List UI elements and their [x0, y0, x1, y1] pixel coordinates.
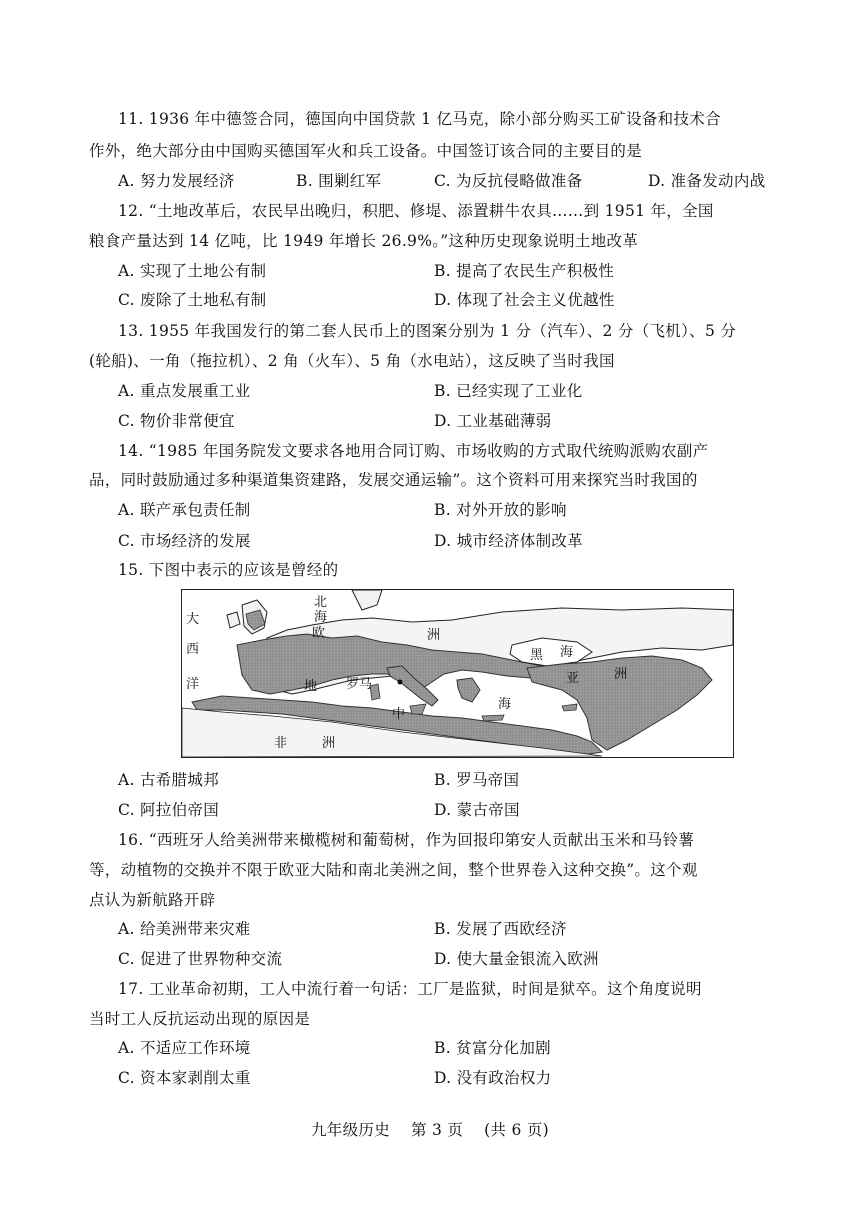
greece-peninsula [457, 678, 480, 702]
q13-stem-line2: (轮船)、一角（拖拉机）、2 角（火车）、5 角（水电站），这反映了当时我国 [89, 352, 615, 370]
q13-stem-line1: 13. 1955 年我国发行的第二套人民币上的图案分别为 1 分（汽车）、2 分（飞机）、5 分 [118, 322, 737, 340]
q12-stem-line2: 粮食产量达到 14 亿吨，比 1949 年增长 26.9%。”这种历史现象说明土地改革 [89, 232, 639, 250]
label-hai-med: 海 [498, 697, 512, 712]
footer-total-pages: (共 6 页) [484, 1121, 549, 1139]
label-ou: 欧 [312, 626, 326, 641]
q13-option-c: C. 物价非常便宜 [118, 412, 235, 430]
q15-option-b: B. 罗马帝国 [434, 771, 520, 789]
q15-option-d: D. 蒙古帝国 [434, 801, 520, 819]
label-zhou-asia: 洲 [614, 667, 628, 682]
q15-option-a: A. 古希腊城邦 [118, 771, 219, 789]
q15-option-c: C. 阿拉伯帝国 [118, 801, 220, 819]
map-svg [182, 590, 733, 757]
q16-option-b: B. 发展了西欧经济 [434, 920, 567, 938]
q12-option-d: D. 体现了社会主义优越性 [434, 291, 615, 309]
q12-option-c: C. 废除了土地私有制 [118, 291, 267, 309]
q13-option-a: A. 重点发展重工业 [118, 382, 251, 400]
page-footer [0, 1118, 860, 1140]
scandinavia-land [352, 590, 382, 610]
q16-option-d: D. 使大量金银流入欧洲 [434, 950, 599, 968]
q11-option-d: D. 准备发动内战 [648, 172, 766, 190]
label-xi: 西 [186, 642, 200, 657]
q13-option-d: D. 工业基础薄弱 [434, 412, 552, 430]
label-da: 大 [186, 612, 200, 627]
crete-island [482, 715, 504, 721]
rome-marker [398, 680, 403, 685]
q14-stem-line2: 品，同时鼓励通过多种渠道集资建路，发展交通运输”。这个资料可用来探究当时我国的 [89, 471, 698, 489]
q17-stem-line2: 当时工人反抗运动出现的原因是 [89, 1010, 311, 1028]
q12-option-a: A. 实现了土地公有制 [118, 262, 267, 280]
q13-option-b: B. 已经实现了工业化 [434, 382, 583, 400]
sicily-island [410, 704, 426, 714]
label-hai-north: 海 [314, 610, 328, 625]
q17-stem-line1: 17. 工业革命初期，工人中流行着一句话：工厂是监狱，时间是狱卒。这个角度说明 [118, 980, 702, 998]
label-zhong: 中 [392, 707, 406, 722]
label-hei: 黑 [530, 648, 544, 663]
q14-option-b: B. 对外开放的影响 [434, 501, 567, 519]
q12-option-b: B. 提高了农民生产积极性 [434, 262, 615, 280]
label-hai-black: 海 [560, 645, 574, 660]
q14-stem-line1: 14. “1985 年国务院发文要求各地用合同订购、市场收购的方式取代统购派购农副产 [118, 442, 709, 460]
q17-option-c: C. 资本家剥削太重 [118, 1069, 251, 1087]
roman-empire-map [181, 589, 734, 758]
cyprus-island [562, 704, 577, 711]
footer-subject: 九年级历史 [311, 1121, 391, 1139]
q11-option-c: C. 为反抗侵略做准备 [434, 172, 583, 190]
label-di: 地 [304, 679, 318, 694]
label-ya: 亚 [566, 671, 580, 686]
q14-option-d: D. 城市经济体制改革 [434, 532, 584, 550]
q16-stem-line2: 等，动植物的交换并不限于欧亚大陆和南北美洲之间，整个世界卷入这种交换”。这个观 [89, 861, 698, 879]
q16-stem-line1: 16. “西班牙人给美洲带来橄榄树和葡萄树，作为回报印第安人贡献出玉米和马铃薯 [118, 831, 695, 849]
label-zhou-africa: 洲 [322, 736, 336, 751]
q11-option-b: B. 围剿红军 [296, 172, 382, 190]
label-zhou-europe: 洲 [427, 628, 441, 643]
q14-option-c: C. 市场经济的发展 [118, 532, 251, 550]
label-fei: 非 [274, 736, 288, 751]
label-yang: 洋 [186, 677, 200, 692]
q14-option-a: A. 联产承包责任制 [118, 501, 251, 519]
ireland-land [227, 612, 240, 628]
q11-stem-line1: 11. 1936 年中德签合同，德国向中国贷款 1 亿马克，除小部分购买工矿设备和技术合 [118, 110, 721, 128]
label-luoma: 罗马 [346, 677, 373, 692]
footer-page-number: 第 3 页 [410, 1121, 464, 1139]
q16-stem-line3: 点认为新航路开辟 [89, 891, 216, 909]
q17-option-a: A. 不适应工作环境 [118, 1039, 251, 1057]
label-bei: 北 [314, 595, 328, 610]
q16-option-c: C. 促进了世界物种交流 [118, 950, 283, 968]
q17-option-d: D. 没有政治权力 [434, 1069, 552, 1087]
q17-option-b: B. 贫富分化加剧 [434, 1039, 551, 1057]
q12-stem-line1: 12. “土地改革后，农民早出晚归，积肥、修堤、添置耕牛农具……到 1951 年，全国 [118, 202, 714, 220]
q15-stem-line1: 15. 下图中表示的应该是曾经的 [118, 561, 339, 579]
q11-stem-line2: 作外，绝大部分由中国购买德国军火和兵工设备。中国签订该合同的主要目的是 [89, 142, 643, 160]
q16-option-a: A. 给美洲带来灾难 [118, 920, 251, 938]
q11-option-a: A. 努力发展经济 [118, 172, 235, 190]
